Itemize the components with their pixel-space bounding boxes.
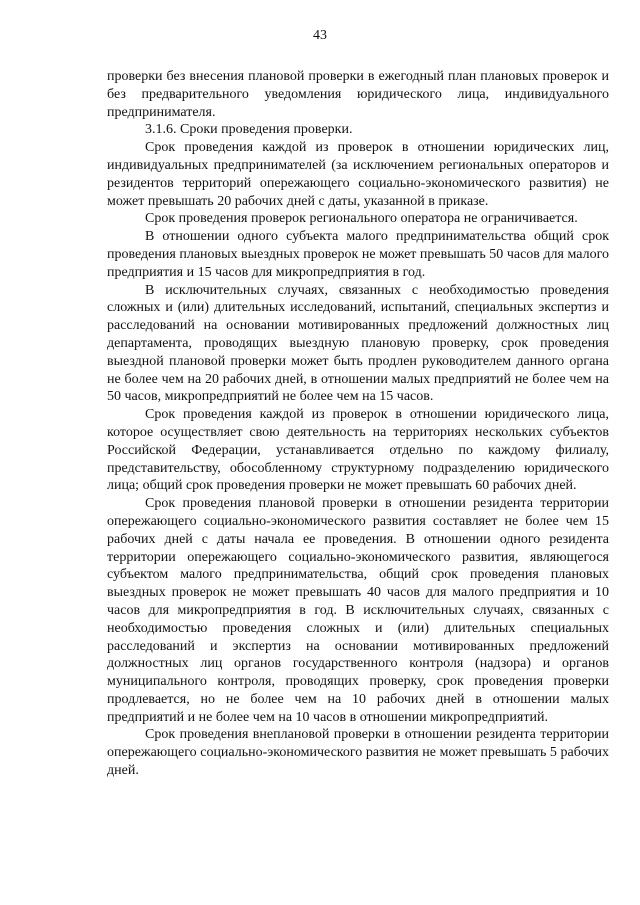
section-heading-3-1-6: 3.1.6. Сроки проведения проверки. xyxy=(145,122,353,138)
paragraph-regional-operator: Срок проведения проверок регионального оператора не ограничивается. xyxy=(145,211,578,227)
paragraph-resident-unplanned: Срок проведения внеплановой проверки в отношении резидента территории опережающего социально-экономического развития не может превышать 5 рабочих дней. xyxy=(107,727,609,779)
paragraph-continuation: проверки без внесения плановой проверки в ежегодный план плановых проверок и без предварительного уведомления юридического лица, индивидуального предпринимателя. xyxy=(107,69,609,120)
paragraph-inspection-term: Срок проведения каждой из проверок в отношении юридических лиц, индивидуальных предпринимателей (за исключением региональных операторов и резидентов территорий опережающего социально-экономического развития) не может превышать 20 рабочих дней с даты, указанной в приказе. xyxy=(107,140,609,209)
paragraph-multi-region: Срок проведения каждой из проверок в отношении юридического лица, которое осуществляет свою деятельность на территориях нескольких субъектов Российской Федерации, устанавливается отдельно по каждому филиалу, представительству, обособленному структурному подразделению юридического лица; общий срок проведения проверки не может превышать 60 рабочих дней. xyxy=(107,407,609,494)
page-number: 43 xyxy=(313,28,327,43)
paragraph-resident-planned: Срок проведения плановой проверки в отношении резидента территории опережающего социально-экономического развития составляет не более чем 15 рабочих дней с даты начала ее проведения. В отношении одного резидента территории опережающего социально-экономического развития, являющегося субъектом малого предпринимательства, общий срок проведения плановых выездных проверок не может превышать 40 часов для малого предприятия и 10 часов для микропредприятия в год. В исключительных случаях, связанных с необходимостью проведения сложных и (или) длительных специальных расследований и экспертиз на основании мотивированных предложений должностных лиц органов государственного контроля (надзора) и органов муниципального контроля, проводящих проверку, срок проведения проверки продлевается, но не более чем на 10 рабочих дней в отношении малых предприятий и не более чем на 10 часов в отношении микропредприятий. xyxy=(107,496,609,725)
document-body xyxy=(107,68,609,780)
paragraph-small-business: В отношении одного субъекта малого предпринимательства общий срок проведения плановых выездных проверок не может превышать 50 часов для малого предприятия и 15 часов для микропредприятия в год. xyxy=(107,229,609,280)
paragraph-exceptional-cases: В исключительных случаях, связанных с необходимостью проведения сложных и (или) длительных исследований, испытаний, специальных экспертиз и расследований на основании мотивированных предложений должностных лиц департамента, проводящих выездную плановую проверку, срок проведения выездной плановой проверки может быть продлен руководителем данного органа не более чем на 20 рабочих дней, в отношении малых предприятий не более чем на 50 часов, микропредприятий не более чем на 15 часов. xyxy=(107,282,609,405)
